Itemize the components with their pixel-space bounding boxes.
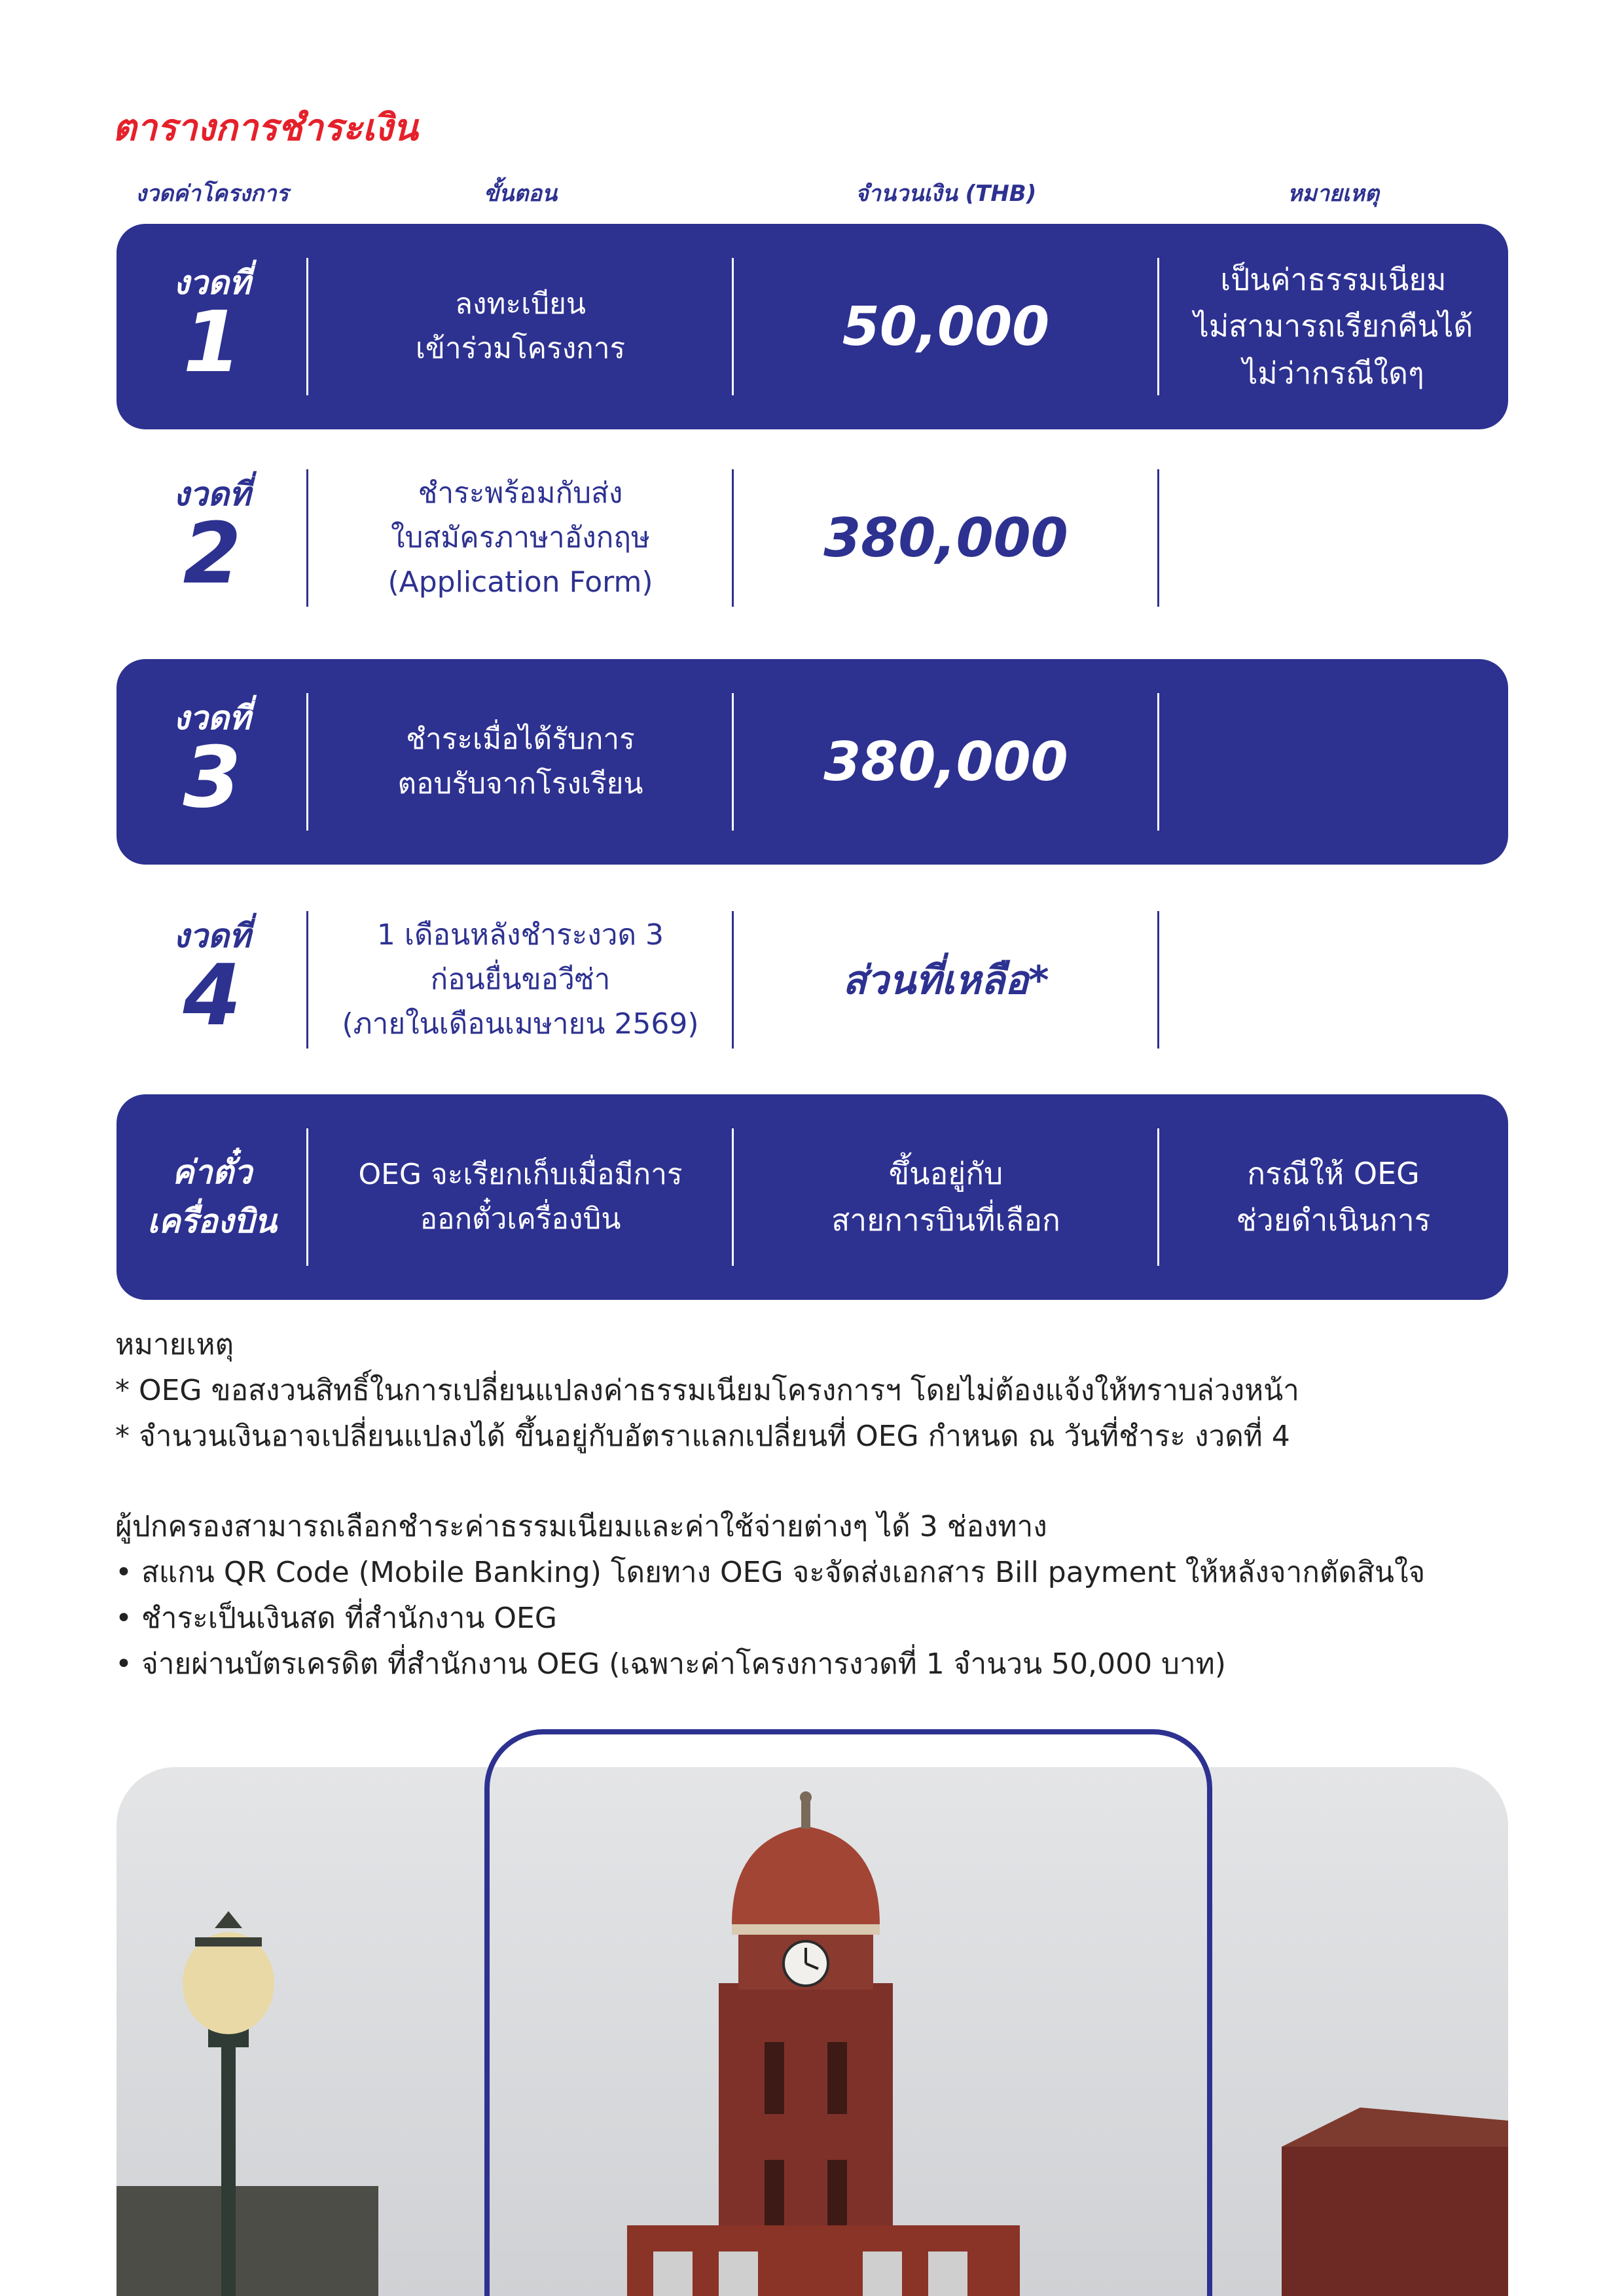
installment-cell	[117, 224, 308, 429]
payment-row-3	[117, 659, 1508, 865]
payment-row-4	[117, 877, 1508, 1083]
payment-row-airfare	[117, 1094, 1508, 1300]
remark-text: กรณีให้ OEG ช่วยดำเนินการ	[1236, 1155, 1431, 1238]
amount-value: ส่วนที่เหลือ*	[842, 957, 1049, 1003]
column-header-step: ขั้นตอน	[483, 181, 558, 207]
installment-number: 4	[183, 946, 242, 1045]
installment-cell	[117, 877, 308, 1083]
installment-label: งวดที่	[173, 263, 251, 302]
amount-value: 50,000	[842, 295, 1050, 358]
column-header-remark: หมายเหตุ	[1288, 181, 1379, 207]
notes-section	[115, 1322, 1299, 1460]
column-header-installment: งวดค่าโครงการ	[135, 181, 289, 207]
amount-value: 380,000	[823, 730, 1068, 793]
step-text: 1 เดือนหลังชำระงวด 3 ก่อนยื่นขอวีซ่า (ภายในเดือนเมษายน 2569)	[342, 918, 699, 1041]
installment-label: งวดที่	[173, 475, 251, 513]
installment-cell	[117, 659, 308, 865]
installment-number: 1	[183, 293, 242, 391]
note-item: * จำนวนเงินอาจเปลี่ยนแปลงได้ ขึ้นอยู่กับอัตราแลกเปลี่ยนที่ OEG กำหนด ณ วันที่ชำระ งวดที่ 4	[115, 1420, 1290, 1453]
column-header-amount: จำนวนเงิน (THB)	[855, 181, 1037, 207]
payment-method: • ชำระเป็นเงินสด ที่สำนักงาน OEG	[115, 1602, 557, 1635]
photo-frame	[484, 1729, 1212, 2296]
payment-method: • จ่ายผ่านบัตรเครดิต ที่สำนักงาน OEG (เฉพาะค่าโครงการงวดที่ 1 จำนวน 50,000 บาท)	[115, 1647, 1226, 1681]
airfare-label-line2: เครื่องบิน	[147, 1202, 277, 1240]
installment-number: 3	[183, 728, 242, 827]
installment-cell	[117, 435, 308, 641]
notes-heading: หมายเหตุ	[115, 1328, 234, 1361]
payment-methods-section	[115, 1504, 1425, 1687]
step-text: ลงทะเบียน เข้าร่วมโครงการ	[415, 287, 626, 365]
step-text: ชำระเมื่อได้รับการ ตอบรับจากโรงเรียน	[397, 722, 643, 800]
airfare-label-line1: ค่าตั๋ว	[171, 1153, 253, 1191]
amount-value: 380,000	[823, 507, 1068, 569]
installment-number: 2	[183, 505, 242, 603]
installment-label: งวดที่	[173, 698, 251, 737]
step-text: OEG จะเรียกเก็บเมื่อมีการ ออกตั๋วเครื่องบิน	[358, 1157, 683, 1236]
step-text: ชำระพร้อมกับส่ง ใบสมัครภาษาอังกฤษ (Application Form)	[388, 476, 653, 600]
note-item: * OEG ขอสงวนสิทธิ์ในการเปลี่ยนแปลงค่าธรรมเนียมโครงการฯ โดยไม่ต้องแจ้งให้ทราบล่วงหน้า	[115, 1374, 1299, 1407]
remark-text: เป็นค่าธรรมเนียม ไม่สามารถเรียกคืนได้ ไม่ว่ากรณีใดๆ	[1193, 262, 1473, 391]
payment-row-1	[117, 224, 1508, 429]
payment-row-2	[117, 435, 1508, 641]
installment-cell	[117, 1094, 308, 1300]
payment-intro: ผู้ปกครองสามารถเลือกชำระค่าธรรมเนียมและค่าใช้จ่ายต่างๆ ได้ 3 ช่องทาง	[115, 1510, 1047, 1543]
amount-value: ขึ้นอยู่กับ สายการบินที่เลือก	[831, 1155, 1060, 1238]
page-title: ตารางการชำระเงิน	[113, 107, 418, 149]
installment-label: งวดที่	[173, 916, 251, 955]
payment-method: • สแกน QR Code (Mobile Banking) โดยทาง OEG จะจัดส่งเอกสาร Bill payment ให้หลังจากตัดสินใจ	[115, 1556, 1426, 1589]
